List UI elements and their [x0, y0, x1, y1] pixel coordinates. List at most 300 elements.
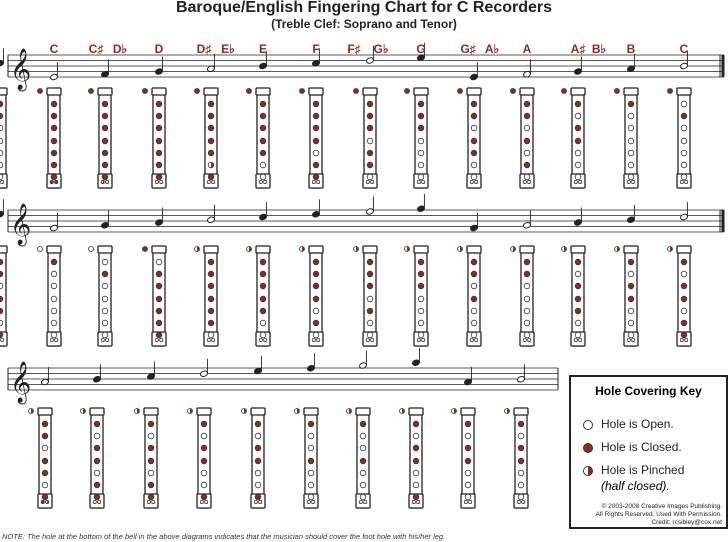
finger-hole	[413, 470, 419, 476]
note-label: D	[154, 42, 164, 56]
finger-hole	[413, 494, 419, 500]
key-pinched-row	[583, 463, 684, 477]
finger-hole	[681, 113, 687, 119]
bell-hole	[93, 500, 96, 503]
finger-hole	[465, 433, 471, 439]
recorder-head	[520, 246, 534, 253]
bell-hole	[155, 338, 158, 341]
finger-hole	[471, 259, 477, 265]
thumb-hole	[195, 89, 200, 94]
bell-hole	[147, 500, 150, 503]
thumb-hole	[143, 247, 148, 252]
recorder-head	[624, 88, 638, 95]
recorder-head	[309, 246, 323, 253]
finger-hole	[681, 283, 687, 289]
finger-hole	[260, 162, 266, 168]
finger-hole	[156, 138, 162, 144]
thumb-hole	[38, 89, 43, 94]
finger-hole	[360, 433, 366, 439]
bell-hole	[574, 338, 577, 341]
finger-hole	[308, 482, 314, 488]
finger-hole	[260, 271, 266, 277]
key-pinched-sub: (half closed).	[601, 479, 670, 493]
finger-hole	[208, 320, 214, 326]
finger-hole	[260, 113, 266, 119]
recorder-head	[467, 88, 481, 95]
recorder-head	[363, 88, 377, 95]
finger-hole	[148, 494, 154, 500]
finger-hole	[255, 494, 261, 500]
note-label: C	[679, 42, 689, 56]
bell-hole	[259, 180, 262, 183]
bell-hole	[50, 338, 53, 341]
bell-hole	[50, 180, 53, 183]
bell-hole	[359, 500, 362, 503]
finger-hole	[94, 494, 100, 500]
thumb-hole	[247, 89, 252, 94]
finger-hole	[681, 296, 687, 302]
bell-hole	[106, 338, 109, 341]
finger-hole	[628, 162, 634, 168]
bell-hole	[422, 180, 425, 183]
recorder-head	[414, 246, 428, 253]
finger-hole	[313, 113, 319, 119]
thumb-hole	[354, 89, 359, 94]
finger-hole	[628, 308, 634, 314]
treble-clef-icon: 𝄞	[10, 362, 32, 403]
finger-hole	[413, 482, 419, 488]
finger-hole	[94, 433, 100, 439]
finger-hole	[628, 138, 634, 144]
finger-hole	[102, 308, 108, 314]
finger-hole	[471, 283, 477, 289]
bell-hole	[264, 338, 267, 341]
finger-hole	[524, 138, 530, 144]
bell-hole	[259, 500, 262, 503]
finger-hole	[628, 320, 634, 326]
key-closed-row	[583, 440, 682, 454]
finger-hole	[313, 101, 319, 107]
finger-hole	[102, 283, 108, 289]
finger-hole	[208, 308, 214, 314]
finger-hole	[255, 458, 261, 464]
finger-hole	[156, 259, 162, 265]
finger-hole	[418, 332, 424, 338]
bell-hole	[475, 180, 478, 183]
note-label: E	[258, 42, 268, 56]
finger-hole	[418, 271, 424, 277]
finger-hole	[308, 494, 314, 500]
recorder-head	[309, 88, 323, 95]
finger-hole	[42, 470, 48, 476]
hole-covering-key	[569, 375, 728, 529]
finger-hole	[367, 150, 373, 156]
recorder-head	[571, 246, 585, 253]
finger-hole	[156, 162, 162, 168]
finger-hole	[418, 308, 424, 314]
bell-hole	[579, 338, 582, 341]
copyright-line-3: Credit: rcsibley@cox.net	[651, 519, 722, 526]
finger-hole	[260, 174, 266, 180]
note-label: C	[49, 42, 59, 56]
finger-hole	[102, 101, 108, 107]
finger-hole	[628, 271, 634, 277]
finger-hole	[418, 259, 424, 265]
finger-hole	[465, 470, 471, 476]
recorder-head	[47, 88, 61, 95]
finger-hole	[418, 283, 424, 289]
finger-hole	[208, 113, 214, 119]
finger-hole	[51, 174, 57, 180]
note-label: G♯	[460, 42, 476, 56]
recorder-head	[363, 246, 377, 253]
finger-hole	[260, 125, 266, 131]
finger-hole	[94, 482, 100, 488]
recorder-head	[414, 88, 428, 95]
finger-hole	[255, 421, 261, 427]
finger-hole	[518, 433, 524, 439]
finger-hole	[42, 445, 48, 451]
finger-hole	[575, 101, 581, 107]
finger-hole	[313, 259, 319, 265]
finger-hole	[308, 470, 314, 476]
finger-hole	[0, 308, 3, 314]
finger-hole	[524, 162, 530, 168]
finger-hole	[208, 296, 214, 302]
bell-hole	[207, 338, 210, 341]
finger-hole	[308, 445, 314, 451]
finger-hole	[102, 259, 108, 265]
finger-hole	[0, 138, 3, 144]
finger-hole	[51, 283, 57, 289]
finger-hole	[518, 421, 524, 427]
bell-hole	[680, 338, 683, 341]
finger-hole	[51, 271, 57, 277]
note-label: D♯	[196, 42, 212, 56]
finger-hole	[524, 259, 530, 265]
bell-hole	[412, 500, 415, 503]
finger-hole	[471, 308, 477, 314]
finger-hole	[360, 482, 366, 488]
finger-hole	[94, 421, 100, 427]
finger-hole	[208, 283, 214, 289]
bell-hole	[212, 338, 215, 341]
finger-hole	[681, 332, 687, 338]
finger-hole	[308, 433, 314, 439]
finger-hole	[471, 138, 477, 144]
bell-hole	[55, 338, 58, 341]
recorder-head	[251, 408, 265, 415]
bell-hole	[469, 500, 472, 503]
recorder-head	[38, 408, 52, 415]
bell-hole	[207, 180, 210, 183]
thumb-hole	[89, 89, 94, 94]
thumb-hole	[615, 89, 620, 94]
note-label: F♯	[347, 42, 361, 56]
bell-hole	[1, 180, 4, 183]
recorder-head	[204, 246, 218, 253]
bell-hole	[160, 338, 163, 341]
recorder-head	[47, 246, 61, 253]
recorder-head	[256, 88, 270, 95]
thumb-hole	[405, 89, 410, 94]
finger-hole	[524, 283, 530, 289]
bell-hole	[307, 500, 310, 503]
bell-hole	[417, 338, 420, 341]
finger-hole	[208, 271, 214, 277]
finger-hole	[102, 174, 108, 180]
note-label: A	[522, 42, 532, 56]
finger-hole	[102, 162, 108, 168]
bell-hole	[366, 338, 369, 341]
bell-hole	[464, 500, 467, 503]
pinched-hole-icon	[583, 466, 593, 476]
bell-hole	[528, 180, 531, 183]
finger-hole	[418, 296, 424, 302]
finger-hole	[575, 259, 581, 265]
recorder-head	[90, 408, 104, 415]
recorder-head	[571, 88, 585, 95]
bell-hole	[627, 338, 630, 341]
finger-hole	[524, 271, 530, 277]
finger-hole	[42, 494, 48, 500]
bell-hole	[312, 500, 315, 503]
finger-hole	[575, 125, 581, 131]
bell-hole	[317, 338, 320, 341]
bell-hole	[155, 180, 158, 183]
recorder-head	[409, 408, 423, 415]
finger-hole	[313, 320, 319, 326]
bell-hole	[470, 338, 473, 341]
finger-hole	[255, 445, 261, 451]
finger-hole	[201, 482, 207, 488]
finger-hole	[465, 421, 471, 427]
finger-hole	[518, 470, 524, 476]
finger-hole	[51, 113, 57, 119]
finger-hole	[156, 332, 162, 338]
recorder-head	[624, 246, 638, 253]
finger-hole	[418, 101, 424, 107]
finger-hole	[628, 332, 634, 338]
bell-hole	[579, 180, 582, 183]
finger-hole	[201, 470, 207, 476]
finger-hole	[308, 458, 314, 464]
finger-hole	[94, 470, 100, 476]
finger-hole	[156, 101, 162, 107]
finger-hole	[0, 113, 3, 119]
bell-hole	[371, 338, 374, 341]
bell-hole	[254, 500, 257, 503]
note-label: A♭	[484, 42, 500, 56]
bell-hole	[422, 338, 425, 341]
finger-hole	[51, 308, 57, 314]
recorder-head	[98, 88, 112, 95]
finger-hole	[156, 125, 162, 131]
bell-hole	[205, 500, 208, 503]
bell-hole	[1, 338, 4, 341]
finger-hole	[51, 296, 57, 302]
recorder-head	[677, 88, 691, 95]
finger-hole	[313, 125, 319, 131]
finger-hole	[628, 259, 634, 265]
bell-hole	[317, 180, 320, 183]
note-label: B♭	[591, 42, 607, 56]
bell-hole	[528, 338, 531, 341]
note-label: A♯	[570, 42, 586, 56]
finger-hole	[681, 150, 687, 156]
finger-hole	[681, 138, 687, 144]
finger-hole	[360, 470, 366, 476]
finger-hole	[260, 150, 266, 156]
finger-hole	[201, 458, 207, 464]
finger-hole	[201, 433, 207, 439]
finger-hole	[413, 445, 419, 451]
finger-hole	[524, 125, 530, 131]
finger-hole	[681, 308, 687, 314]
recorder-head	[461, 408, 475, 415]
bell-hole	[371, 180, 374, 183]
key-open-row	[583, 417, 674, 431]
finger-hole	[156, 320, 162, 326]
bell-hole	[312, 338, 315, 341]
finger-hole	[360, 458, 366, 464]
finger-hole	[255, 482, 261, 488]
finger-hole	[575, 174, 581, 180]
bell-hole	[55, 180, 58, 183]
finger-hole	[413, 421, 419, 427]
finger-hole	[313, 332, 319, 338]
recorder-head	[197, 408, 211, 415]
finger-hole	[313, 162, 319, 168]
finger-hole	[628, 283, 634, 289]
thumb-hole	[300, 89, 305, 94]
finger-hole	[255, 433, 261, 439]
finger-hole	[575, 113, 581, 119]
finger-hole	[367, 174, 373, 180]
finger-hole	[51, 162, 57, 168]
finger-hole	[524, 174, 530, 180]
finger-hole	[156, 174, 162, 180]
finger-hole	[260, 138, 266, 144]
finger-hole	[628, 125, 634, 131]
finger-hole	[367, 125, 373, 131]
finger-hole	[681, 320, 687, 326]
thumb-hole	[562, 89, 567, 94]
finger-hole	[0, 101, 3, 107]
note-label: F	[312, 42, 320, 56]
finger-hole	[367, 332, 373, 338]
finger-hole	[471, 150, 477, 156]
bell-hole	[632, 180, 635, 183]
finger-hole	[0, 174, 3, 180]
finger-hole	[208, 332, 214, 338]
page-subtitle: (Treble Clef: Soprano and Tenor)	[271, 17, 457, 31]
bell-hole	[627, 180, 630, 183]
bell-hole	[475, 338, 478, 341]
finger-hole	[360, 445, 366, 451]
bell-hole	[685, 180, 688, 183]
finger-hole	[148, 421, 154, 427]
finger-hole	[156, 113, 162, 119]
recorder-head	[256, 246, 270, 253]
finger-hole	[42, 433, 48, 439]
finger-hole	[471, 174, 477, 180]
finger-hole	[42, 482, 48, 488]
finger-hole	[471, 125, 477, 131]
thumb-hole	[143, 89, 148, 94]
bell-hole	[366, 180, 369, 183]
finger-hole	[51, 101, 57, 107]
bell-hole	[417, 180, 420, 183]
finger-hole	[471, 296, 477, 302]
bell-hole	[523, 180, 526, 183]
recorder-head	[467, 246, 481, 253]
recorder-head	[0, 88, 7, 95]
finger-hole	[313, 283, 319, 289]
finger-hole	[471, 162, 477, 168]
bell-hole	[98, 500, 101, 503]
finger-hole	[0, 271, 3, 277]
finger-hole	[628, 174, 634, 180]
thumb-hole	[668, 89, 673, 94]
finger-hole	[575, 271, 581, 277]
finger-hole	[148, 445, 154, 451]
bell-hole	[364, 500, 367, 503]
finger-hole	[102, 320, 108, 326]
finger-hole	[148, 433, 154, 439]
copyright-line-1: © 2003-2008 Creative Images Publishing.	[601, 503, 722, 510]
finger-hole	[208, 101, 214, 107]
recorder-head	[152, 246, 166, 253]
bell-hole	[685, 338, 688, 341]
finger-hole	[51, 138, 57, 144]
bell-hole	[417, 500, 420, 503]
key-title: Hole Covering Key	[595, 384, 702, 398]
finger-hole	[208, 150, 214, 156]
finger-hole	[367, 271, 373, 277]
finger-hole	[313, 138, 319, 144]
recorder-head	[152, 88, 166, 95]
finger-hole	[102, 113, 108, 119]
finger-hole	[102, 150, 108, 156]
finger-hole	[681, 259, 687, 265]
finger-hole	[524, 308, 530, 314]
finger-hole	[518, 482, 524, 488]
finger-hole	[148, 458, 154, 464]
finger-hole	[156, 271, 162, 277]
copyright-line-2: All Rights Reserved. Used With Permission.	[595, 511, 722, 518]
finger-hole	[413, 458, 419, 464]
finger-hole	[575, 320, 581, 326]
note-label: B	[626, 42, 636, 56]
bell-hole	[212, 180, 215, 183]
finger-hole	[575, 308, 581, 314]
finger-hole	[465, 458, 471, 464]
bell-hole	[523, 338, 526, 341]
finger-hole	[575, 138, 581, 144]
finger-hole	[260, 101, 266, 107]
bell-hole	[264, 180, 267, 183]
finger-hole	[313, 308, 319, 314]
finger-hole	[313, 296, 319, 302]
recorder-head	[514, 408, 528, 415]
bell-hole	[312, 180, 315, 183]
finger-hole	[518, 458, 524, 464]
recorder-head	[677, 246, 691, 253]
bell-hole	[680, 180, 683, 183]
recorder-head	[520, 88, 534, 95]
finger-hole	[0, 162, 3, 168]
